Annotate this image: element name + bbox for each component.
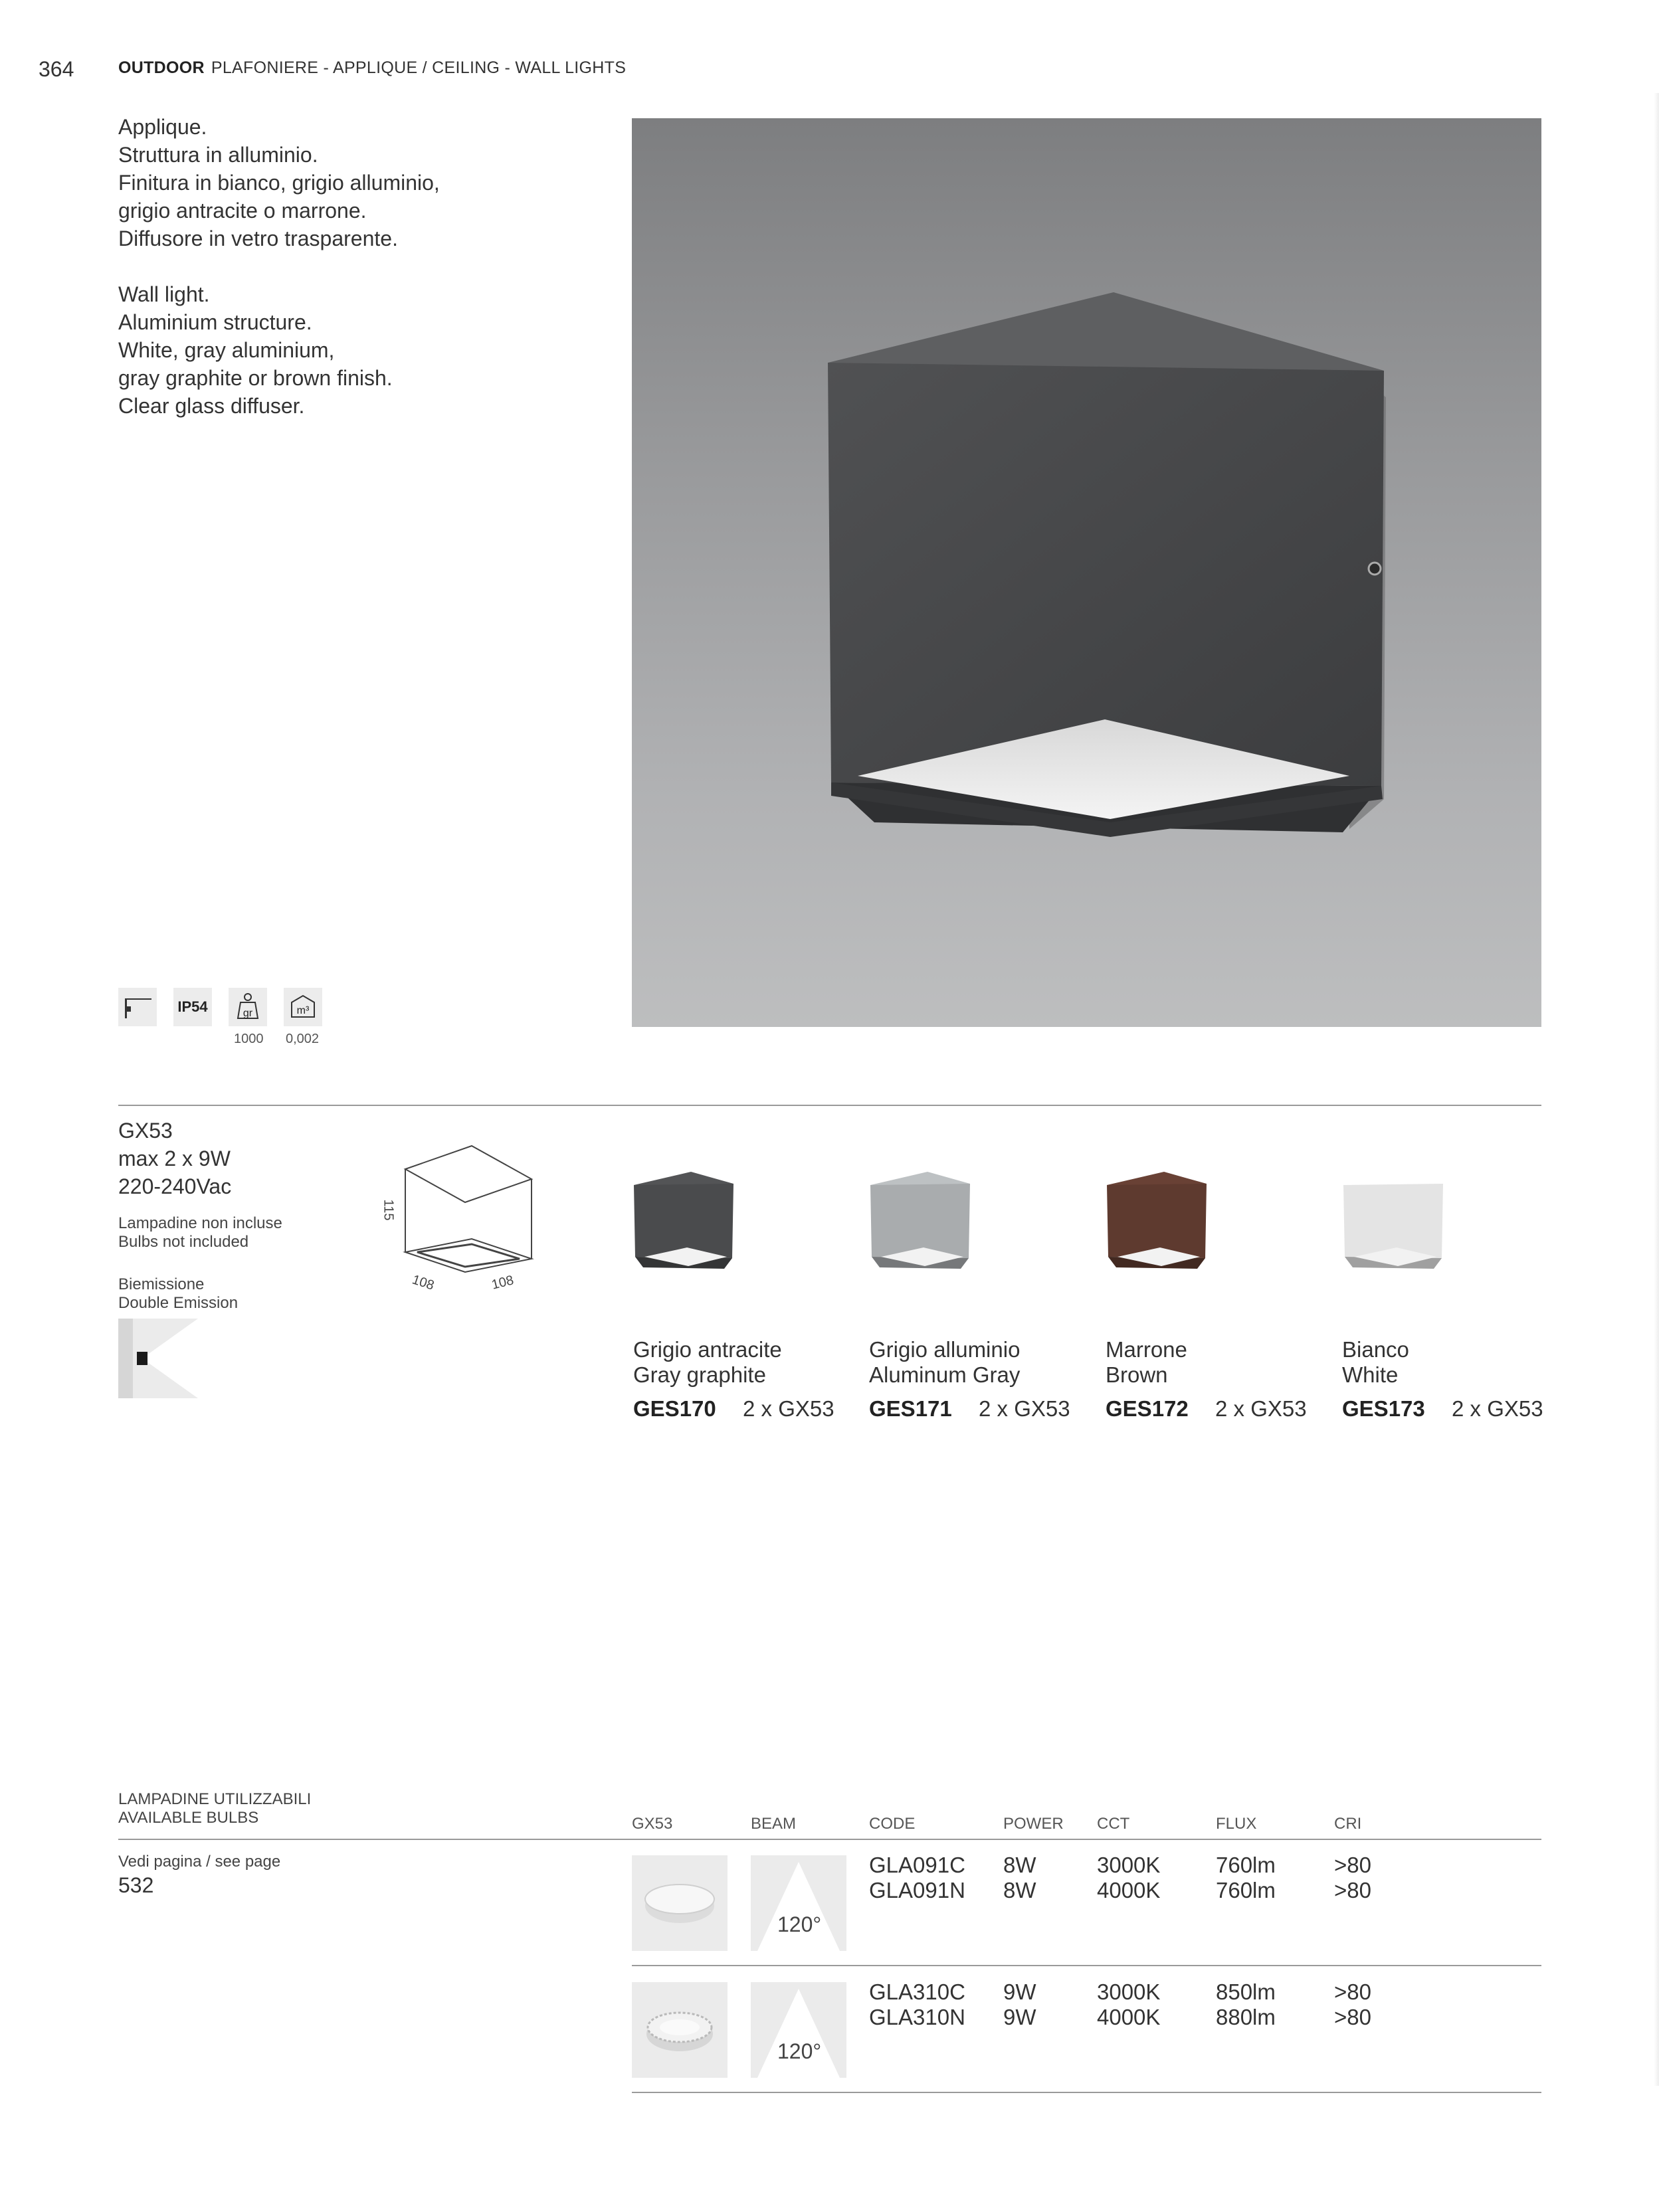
variant-name <box>1106 1337 1187 1388</box>
description-italian <box>118 113 623 252</box>
ip-rating-icon: IP54 <box>173 988 212 1026</box>
dimension-width: 108 <box>410 1272 437 1293</box>
bulb-cri <box>1334 1853 1371 1903</box>
emission-label <box>118 1275 238 1313</box>
see-page-number: 532 <box>118 1873 154 1897</box>
variant-cube-icon <box>864 1165 975 1277</box>
volume-unit: m³ <box>296 1005 310 1016</box>
bulb-flux-value: 760lm <box>1216 1878 1276 1902</box>
variant-name-en: Brown <box>1106 1362 1168 1387</box>
variant-cube-icon <box>1100 1165 1212 1277</box>
spec-voltage: 220-240Vac <box>118 1174 232 1198</box>
variant-thumbnail <box>864 1165 975 1277</box>
double-emission-icon <box>118 1319 198 1398</box>
col-header-power: POWER <box>1003 1815 1064 1833</box>
dimension-depth: 108 <box>490 1273 516 1293</box>
bulb-power <box>1003 1853 1036 1903</box>
bulb-code: GLA091N <box>869 1878 965 1902</box>
bulb-cct-value: 4000K <box>1097 1878 1161 1902</box>
beam-angle-value: 120° <box>777 2039 822 2063</box>
table-header-rule <box>118 1839 1541 1840</box>
variant-qty: 2 x GX53 <box>1215 1396 1307 1421</box>
col-header-cri: CRI <box>1334 1815 1362 1833</box>
beam-angle-icon <box>751 1855 846 1951</box>
page-number: 364 <box>39 57 74 81</box>
bulb-cct <box>1097 1853 1160 1903</box>
variant-name <box>869 1337 1020 1388</box>
weight-unit: gr <box>243 1008 253 1019</box>
bulb-flux <box>1216 1853 1276 1903</box>
desc-line: Struttura in alluminio. <box>118 143 318 167</box>
spec-power: max 2 x 9W <box>118 1147 231 1170</box>
table-row-rule <box>632 1965 1541 1966</box>
bulbs-title-it: LAMPADINE UTILIZZABILI <box>118 1790 312 1808</box>
bulb-cct-value: 3000K <box>1097 1980 1161 2004</box>
variant-code: GES173 <box>1342 1396 1425 1421</box>
bulbs-title-en: AVAILABLE BULBS <box>118 1809 259 1827</box>
variant-name-it: Grigio antracite <box>633 1337 782 1362</box>
wall-mount-icon <box>118 988 157 1026</box>
see-page-label: Vedi pagina / see page <box>118 1853 281 1871</box>
bulb-flux-value: 760lm <box>1216 1853 1276 1877</box>
bulb-code: GLA091C <box>869 1853 965 1877</box>
beam-angle-icon <box>751 1982 846 2078</box>
bulb-code: GLA310N <box>869 2005 965 2029</box>
emission-en: Double Emission <box>118 1294 239 1312</box>
variant-name-it: Bianco <box>1342 1337 1409 1362</box>
variant-qty: 2 x GX53 <box>1452 1396 1543 1421</box>
col-header-gx53: GX53 <box>632 1815 673 1833</box>
bulbs-note-it: Lampadine non incluse <box>118 1214 282 1232</box>
beam-angle-value: 120° <box>777 1912 822 1936</box>
variant-qty: 2 x GX53 <box>743 1396 834 1421</box>
page-edge-shadow <box>1654 93 1659 2086</box>
variant-code: GES172 <box>1106 1396 1189 1421</box>
bulb-thumbnail <box>632 1982 728 2078</box>
variant-name <box>633 1337 782 1388</box>
wall-light-illustration <box>632 118 1541 1027</box>
volume-value: 0,002 <box>286 1032 320 1046</box>
section-divider <box>118 1105 1541 1106</box>
variant-code: GES171 <box>869 1396 952 1421</box>
desc-line: gray graphite or brown finish. <box>118 366 393 390</box>
bulbs-note <box>118 1214 282 1251</box>
technical-specs <box>118 1117 231 1200</box>
variant-qty: 2 x GX53 <box>979 1396 1070 1421</box>
variant-thumbnail <box>1337 1165 1448 1277</box>
variant-code: GES170 <box>633 1396 716 1421</box>
bulb-cri-value: >80 <box>1334 2005 1371 2029</box>
variant-name-it: Grigio alluminio <box>869 1337 1021 1362</box>
bulb-power-value: 9W <box>1003 1980 1036 2004</box>
bulb-cri-value: >80 <box>1334 1980 1371 2004</box>
variant-cube-icon <box>1337 1165 1448 1277</box>
bulb-flux-value: 880lm <box>1216 2005 1276 2029</box>
desc-line: grigio antracite o marrone. <box>118 199 367 223</box>
bulb-codes <box>869 1853 965 1903</box>
col-header-code: CODE <box>869 1815 916 1833</box>
spec-socket: GX53 <box>118 1119 173 1143</box>
dimension-drawing <box>372 1139 545 1299</box>
desc-line: Aluminium structure. <box>118 310 312 334</box>
desc-line: Diffusore in vetro trasparente. <box>118 227 398 250</box>
table-bottom-rule <box>632 2092 1541 2093</box>
bulb-power <box>1003 1980 1036 2030</box>
bulb-cct <box>1097 1980 1160 2030</box>
bulb-flux <box>1216 1980 1276 2030</box>
variant-cube-icon <box>627 1165 739 1277</box>
desc-line: White, gray aluminium, <box>118 338 335 362</box>
bulb-power-value: 9W <box>1003 2005 1036 2029</box>
col-header-cct: CCT <box>1097 1815 1130 1833</box>
desc-line: Wall light. <box>118 282 210 306</box>
variant-name-en: White <box>1342 1362 1399 1387</box>
desc-line: Clear glass diffuser. <box>118 394 305 418</box>
bulb-power-value: 8W <box>1003 1853 1036 1877</box>
desc-line: Applique. <box>118 115 207 139</box>
col-header-flux: FLUX <box>1216 1815 1257 1833</box>
dimension-height: 115 <box>381 1199 396 1221</box>
bulb-code: GLA310C <box>869 1980 965 2004</box>
bulbs-note-en: Bulbs not included <box>118 1233 249 1251</box>
bulb-cct-value: 4000K <box>1097 2005 1161 2029</box>
desc-line: Finitura in bianco, grigio alluminio, <box>118 171 440 195</box>
bulb-cct-value: 3000K <box>1097 1853 1161 1877</box>
section-label: OUTDOOR <box>118 58 205 77</box>
variant-name <box>1342 1337 1409 1388</box>
bulb-cri-value: >80 <box>1334 1878 1371 1902</box>
variant-thumbnail <box>1100 1165 1212 1277</box>
weight-icon <box>229 988 267 1026</box>
bulb-cri-value: >80 <box>1334 1853 1371 1877</box>
weight-value: 1000 <box>234 1032 264 1046</box>
page-header <box>118 58 626 78</box>
emission-it: Biemissione <box>118 1275 205 1293</box>
bulb-flux-value: 850lm <box>1216 1980 1276 2004</box>
description-english <box>118 280 623 420</box>
product-hero-image <box>632 118 1541 1027</box>
bulb-power-value: 8W <box>1003 1878 1036 1902</box>
section-title: PLAFONIERE - APPLIQUE / CEILING - WALL LIGHTS <box>211 58 627 77</box>
bulb-codes <box>869 1980 965 2030</box>
bulb-cri <box>1334 1980 1371 2030</box>
bulbs-section-title <box>118 1790 311 1827</box>
variant-thumbnail <box>627 1165 739 1277</box>
variant-name-en: Gray graphite <box>633 1362 766 1387</box>
col-header-beam: BEAM <box>751 1815 797 1833</box>
volume-icon <box>284 988 322 1026</box>
variant-name-en: Aluminum Gray <box>869 1362 1021 1387</box>
bulb-thumbnail <box>632 1855 728 1951</box>
variant-name-it: Marrone <box>1106 1337 1187 1362</box>
